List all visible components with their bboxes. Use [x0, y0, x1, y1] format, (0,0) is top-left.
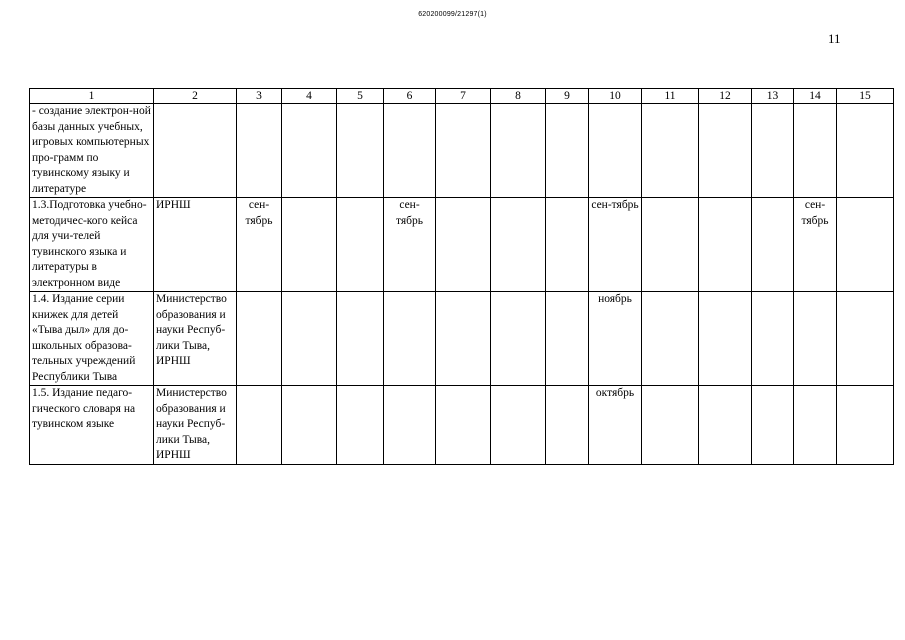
month-cell — [642, 386, 699, 465]
month-cell — [752, 104, 794, 198]
month-cell — [337, 292, 384, 386]
activity-name: 1.3.Подготовка учебно-методичес-кого кейса для учи-телей тувинского языка и литературы в электронном виде — [30, 198, 154, 292]
month-cell — [699, 386, 752, 465]
month-cell — [699, 198, 752, 292]
month-cell — [752, 292, 794, 386]
column-header: 9 — [546, 89, 589, 104]
month-cell — [337, 386, 384, 465]
table-row — [30, 104, 894, 198]
header-row — [30, 89, 894, 104]
month-cell — [384, 386, 436, 465]
month-cell — [699, 104, 752, 198]
column-header: 8 — [491, 89, 546, 104]
month-cell — [436, 198, 491, 292]
month-cell — [589, 104, 642, 198]
plan-table — [29, 88, 894, 465]
month-cell — [384, 104, 436, 198]
executor-cell: Министерство образования и науки Респуб-лики Тыва, ИРНШ — [154, 292, 237, 386]
month-cell — [282, 104, 337, 198]
month-cell — [337, 198, 384, 292]
month-cell: сен-тябрь — [384, 198, 436, 292]
month-cell — [491, 386, 546, 465]
month-cell — [436, 386, 491, 465]
month-cell — [642, 104, 699, 198]
activity-name: - создание электрон-ной базы данных учебных, игровых компьютерных про-грамм по тувинскому языку и литературе — [30, 104, 154, 198]
table-row — [30, 198, 894, 292]
month-cell — [752, 386, 794, 465]
column-header: 5 — [337, 89, 384, 104]
month-cell — [491, 292, 546, 386]
table-row — [30, 386, 894, 465]
column-header: 4 — [282, 89, 337, 104]
executor-cell: ИРНШ — [154, 198, 237, 292]
month-cell — [546, 198, 589, 292]
column-header: 1 — [30, 89, 154, 104]
month-cell — [436, 104, 491, 198]
document-code: 620200099/21297(1) — [418, 11, 487, 18]
month-cell: ноябрь — [589, 292, 642, 386]
column-header: 2 — [154, 89, 237, 104]
column-header: 3 — [237, 89, 282, 104]
month-cell: сен-тябрь — [794, 198, 837, 292]
month-cell — [642, 292, 699, 386]
month-cell — [837, 386, 894, 465]
column-header: 10 — [589, 89, 642, 104]
month-cell — [337, 104, 384, 198]
month-cell — [491, 104, 546, 198]
month-cell — [282, 292, 337, 386]
month-cell — [237, 386, 282, 465]
month-cell: сен-тябрь — [237, 198, 282, 292]
month-cell: сен-тябрь — [589, 198, 642, 292]
activity-name: 1.5. Издание педаго-гического словаря на тувинском языке — [30, 386, 154, 465]
month-cell — [491, 198, 546, 292]
month-cell — [794, 104, 837, 198]
column-header: 15 — [837, 89, 894, 104]
month-cell — [794, 292, 837, 386]
month-cell — [546, 386, 589, 465]
executor-cell — [154, 104, 237, 198]
column-header: 6 — [384, 89, 436, 104]
month-cell — [546, 292, 589, 386]
month-cell — [237, 104, 282, 198]
month-cell — [282, 386, 337, 465]
table-row — [30, 292, 894, 386]
column-header: 12 — [699, 89, 752, 104]
column-header: 7 — [436, 89, 491, 104]
column-header: 11 — [642, 89, 699, 104]
month-cell — [794, 386, 837, 465]
month-cell — [436, 292, 491, 386]
page-number: 11 — [828, 31, 841, 46]
month-cell — [546, 104, 589, 198]
month-cell — [384, 292, 436, 386]
month-cell — [282, 198, 337, 292]
month-cell — [699, 292, 752, 386]
month-cell — [642, 198, 699, 292]
month-cell — [752, 198, 794, 292]
column-header: 13 — [752, 89, 794, 104]
month-cell — [837, 104, 894, 198]
month-cell — [237, 292, 282, 386]
month-cell: октябрь — [589, 386, 642, 465]
column-header: 14 — [794, 89, 837, 104]
activity-name: 1.4. Издание серии книжек для детей «Тыва дыл» для до-школьных образова-тельных учреждений Республики Тыва — [30, 292, 154, 386]
month-cell — [837, 292, 894, 386]
month-cell — [837, 198, 894, 292]
executor-cell: Министерство образования и науки Респуб-лики Тыва, ИРНШ — [154, 386, 237, 465]
